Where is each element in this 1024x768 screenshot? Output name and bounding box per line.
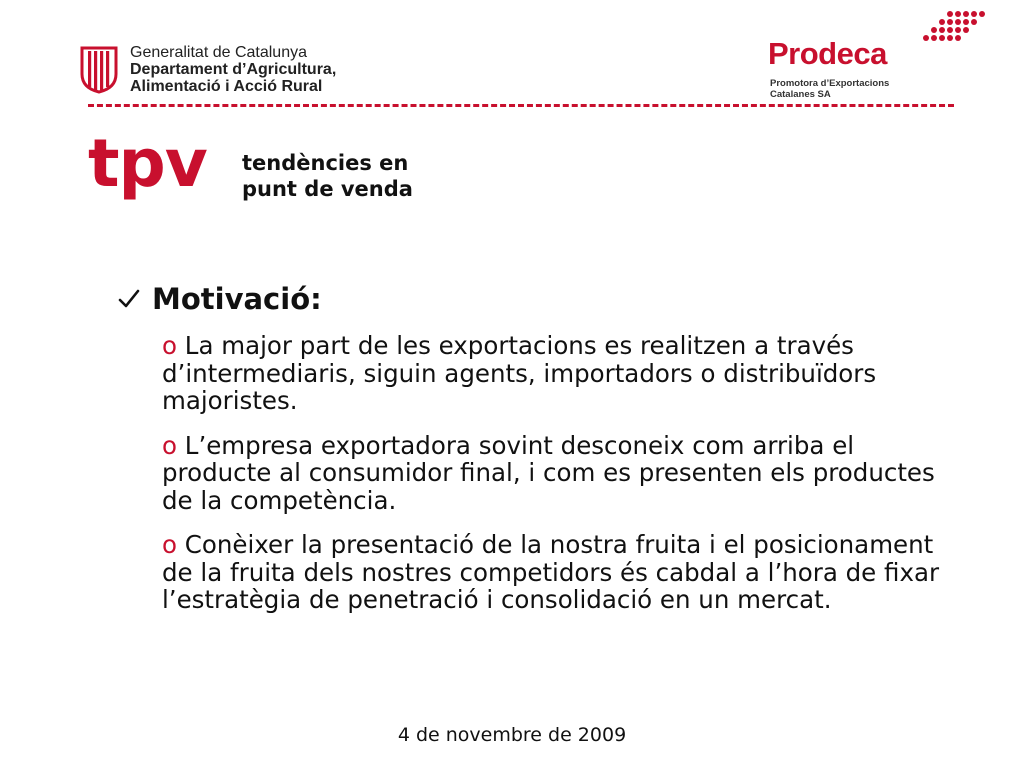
gencat-logo-block (78, 44, 336, 95)
tpv-title: tpv (88, 125, 207, 202)
tpv-subtitle (242, 150, 413, 202)
prodeca-subtitle-line2: Catalanes SA (770, 89, 831, 100)
department-name-line2: Alimentació i Acció Rural (130, 78, 323, 95)
bullet-marker: o (162, 331, 177, 360)
section-heading-text: Motivació: (152, 282, 322, 316)
header-divider (88, 104, 954, 107)
list-item (162, 332, 962, 415)
tpv-subtitle-line2: punt de venda (242, 177, 413, 201)
tpv-subtitle-line1: tendències en (242, 151, 409, 175)
list-item-text: Conèixer la presentació de la nostra fruita i el posicionament de la fruita dels nostres competidors és cabdal a l’hora de fixar l’estratègia de penetració i consolidació en un mercat. (162, 530, 940, 614)
gencat-name: Generalitat de Catalunya (130, 44, 307, 61)
section-heading (118, 282, 322, 316)
list-item-text: La major part de les exportacions es realitzen a través d’intermediaris, siguin agents, importadors o distribuïdors majoristes. (162, 331, 877, 415)
bullet-marker: o (162, 430, 177, 460)
prodeca-logo-block (768, 10, 968, 100)
prodeca-name: Prodeca (768, 36, 887, 71)
motivation-list (162, 332, 962, 631)
list-item (162, 432, 962, 515)
list-item (162, 531, 962, 614)
catalan-stripes-emblem-icon (78, 44, 120, 94)
bullet-marker: o (162, 530, 177, 559)
prodeca-subtitle-line1: Promotora d’Exportacions (770, 78, 890, 89)
list-item-text: L’empresa exportadora sovint desconeix com arriba el producte al consumidor final, i com es presenten els productes de la competència. (162, 430, 935, 515)
department-name-line1: Departament d’Agricultura, (130, 61, 337, 78)
footer-date: 4 de novembre de 2009 (397, 724, 627, 746)
checkmark-icon (118, 288, 140, 310)
